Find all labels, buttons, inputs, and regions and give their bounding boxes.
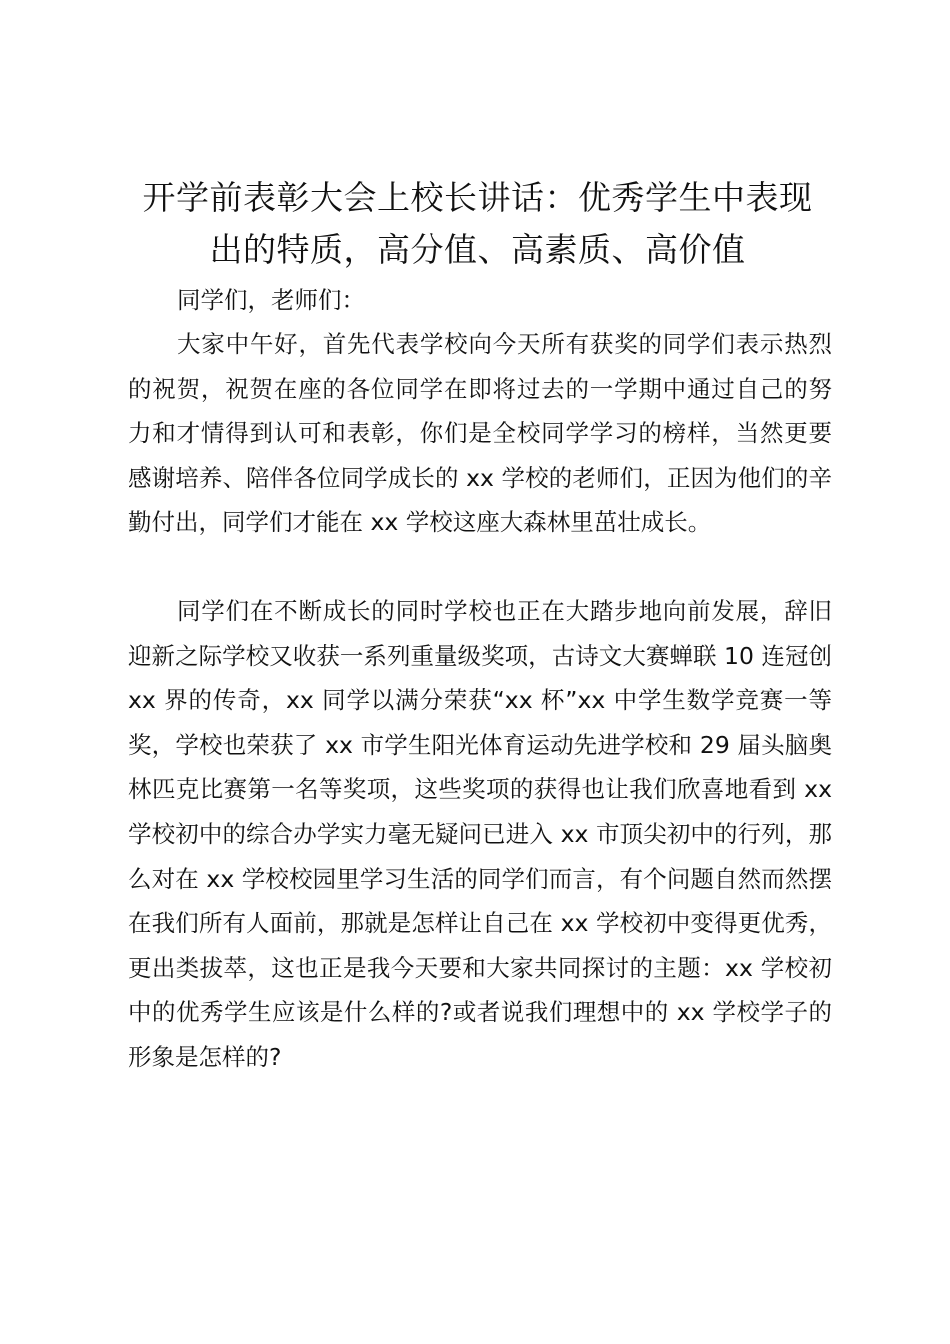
title-line-2: 出的特质，高分值、高素质、高价值 bbox=[209, 230, 746, 269]
document-title bbox=[110, 172, 845, 276]
title-line-1: 开学前表彰大会上校长讲话：优秀学生中表现 bbox=[142, 178, 813, 217]
body-paragraph-1: 大家中午好，首先代表学校向今天所有获奖的同学们表示热烈的祝贺，祝贺在座的各位同学在即将过去的一学期中通过自己的努力和才情得到认可和表彰，你们是全校同学学习的榜样，当然更要感谢培养、陪伴各位同学成长的 xx 学校的老师们，正因为他们的辛勤付出，同学们才能在 xx 学校这座大森林里茁壮成长。 bbox=[128, 330, 832, 537]
body-paragraph-2: 同学们在不断成长的同时学校也正在大踏步地向前发展，辞旧迎新之际学校又收获一系列重量级奖项，古诗文大赛蝉联 10 连冠创 xx 界的传奇，xx 同学以满分荣获“xx 杯”xx 中学生数学竞赛一等奖，学校也荣获了 xx 市学生阳光体育运动先进学校和 29 届头脑奥林匹克比赛第一名等奖项，这些奖项的获得也让我们欣喜地看到 xx 学校初中的综合办学实力毫无疑问已进入 xx 市顶尖初中的行列，那么对在 xx 学校校园里学习生活的同学们而言，有个问题自然而然摆在我们所有人面前，那就是怎样让自己在 xx 学校初中变得更优秀，更出类拔萃，这也正是我今天要和大家共同探讨的主题：xx 学校初中的优秀学生应该是什么样的?或者说我们理想中的 xx 学校学子的形象是怎样的? bbox=[128, 597, 832, 1071]
salutation: 同学们，老师们： bbox=[177, 286, 365, 314]
